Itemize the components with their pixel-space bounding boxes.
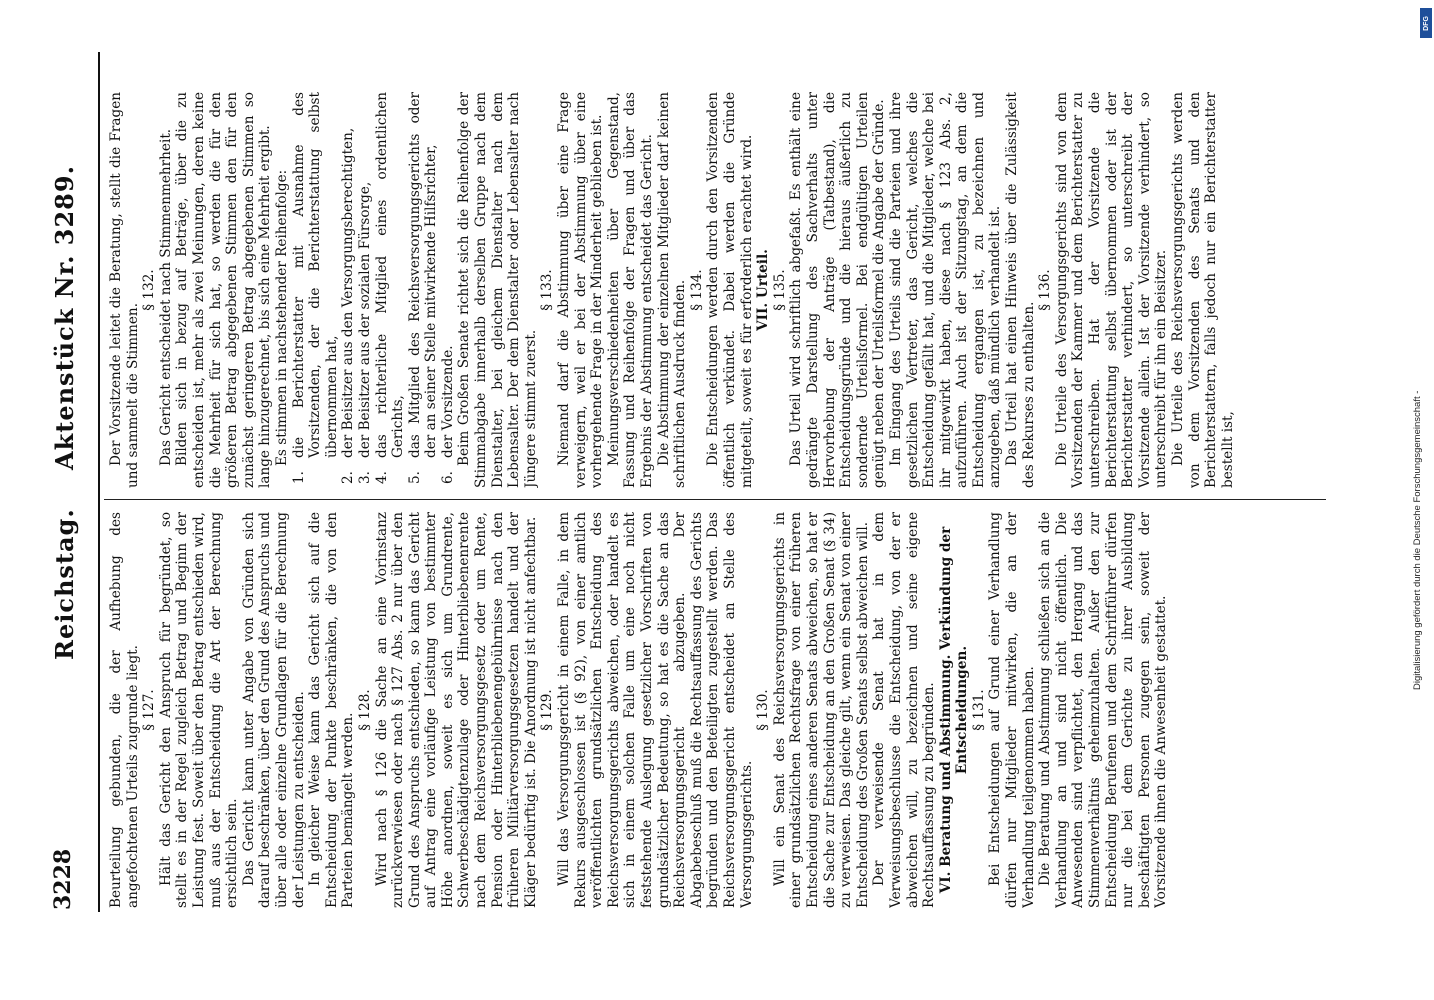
paragraph: Das Urteil wird schriftlich abgefaßt. Es enthält eine gedrängte Darstellung des Sachverhalts unter Hervorhebung der Anträge (Tatbestand), die Entscheidungsgründe und die hieraus äußerlich zu sondernde Urteilsformel. Bei endgültigen Urteilen genügt neben der Urteilsformel die Angabe der Gründe. xyxy=(788,92,888,488)
paragraph: Das Urteil hat einen Hinweis über die Zulässigkeit des Rekurses zu enthalten. xyxy=(1004,92,1037,488)
paragraph: Das Gericht kann unter Angabe von Gründen sich darauf beschränken, über den Grund des Anspruchs und über alle oder einzelne Grundlagen für die Berechnung der Leistungen zu entscheiden. xyxy=(240,512,307,908)
list-item-number: 1. xyxy=(290,471,307,484)
list-item-number: 5. xyxy=(406,471,423,484)
list-item xyxy=(340,92,357,484)
chapter-heading: VII. Urteil. xyxy=(755,249,772,331)
paragraph: Im Eingang des Urteils sind die Parteien und ihre gesetzlichen Vertreter, das Gericht, welches die Entscheidung gefällt hat, und die Mitglieder, welche bei ihr mitgewirkt haben, diese nach § 123 Abs. 2, aufzuführen. Auch ist der Sitzungstag, an dem die Entscheidung ergangen ist, zu bezeichnen und anzugeben, daß mündlich verhandelt ist. xyxy=(887,92,1004,488)
section-heading: § 128. xyxy=(356,689,373,731)
section-heading: § 133. xyxy=(539,269,556,311)
header-left-title: Reichstag. xyxy=(50,508,79,660)
digitization-credit: Digitalisierung gefördert durch die Deutsche Forschungsgemeinschaft - xyxy=(1412,390,1423,690)
page-header xyxy=(40,0,100,1000)
section-heading: § 130. xyxy=(755,689,772,731)
dfg-logo xyxy=(1420,8,1432,38)
chapter-heading: VI. Beratung und Abstimmung. Verkündung der Entscheidungen. xyxy=(937,526,971,894)
list-item-text: der Vorsitzende. xyxy=(439,345,456,458)
paragraph: Meinungsverschiedenheiten über Gegenstand, Fassung und Reihenfolge der Fragen und über das Ergebnis der Abstimmung entscheidet das Gericht. xyxy=(605,92,655,488)
list-item xyxy=(439,92,457,484)
paragraph: Das Gericht entscheidet nach Stimmenmehrheit. xyxy=(157,128,174,466)
section-heading: § 129. xyxy=(539,689,556,731)
header-right-title: Aktenstück Nr. 3289. xyxy=(50,165,79,470)
list-item xyxy=(373,92,407,484)
list-item-text: der Beisitzer aus den Versorgungsberechtigten, xyxy=(340,127,357,458)
section-heading: § 131. xyxy=(970,689,987,731)
list-item xyxy=(290,92,341,484)
list-item-text: das Mitglied des Reichsversorgungsgerichts oder der an seiner Stelle mitwirkende Hilfsrichter, xyxy=(406,92,440,458)
dfg-logo-text: DFG xyxy=(1422,15,1430,31)
list-item-number: 3. xyxy=(356,471,373,484)
paragraph: Die Beratung und Abstimmung schließen sich an die Verhandlung an und sind nicht öffentlich. Die Anwesenden sind verpflichtet, den Hergang und das Stimmenverhältnis geheimzuhalten. Außer den zur Entscheidung Berufenen und dem Schriftführer dürfen nur die bei dem Gerichte zu ihrer Ausbildung beschäftigten Personen zugegen sein, soweit der Vorsitzende ihnen die Anwesenheit gestattet. xyxy=(1037,512,1170,908)
paragraph: Will ein Senat des Reichsversorgungsgerichts in einer grundsätzlichen Rechtsfrage von einer früheren Entscheidung eines anderen Senats abweichen, so hat er die Sache zur Entscheidung an den Großen Senat (§ 34) zu verweisen. Das gleiche gilt, wenn ein Senat von einer Entscheidung des Großen Senats selbst abweichen will. xyxy=(771,512,871,908)
list-item-text: das richterliche Mitglied eines ordentlichen Gerichts, xyxy=(373,92,407,458)
paragraph: Hält das Gericht den Anspruch für begründet, so stellt es in der Regel zugleich Betrag und Beginn der Leistung fest. Soweit über den Betrag entschieden wird, muß aus der Entscheidung die Art der Berechnung ersichtlich sein. xyxy=(157,512,241,908)
numbered-list xyxy=(291,92,457,488)
list-item-number: 4. xyxy=(373,471,390,484)
paragraph: Die Urteile des Reichsversorgungsgerichts werden von dem Vorsitzenden des Senats und den Berichterstattern, falls jedoch nur ein Berichterstatter bestellt ist, xyxy=(1170,92,1236,488)
section-heading: § 135. xyxy=(771,269,788,311)
paragraph: Niemand darf die Abstimmung über eine Frage verweigern, weil er bei der Abstimmung über eine vorhergehende Frage in der Minderheit geblieben ist. xyxy=(556,92,606,488)
paragraph: Es stimmen in nachstehender Reihenfolge: xyxy=(273,169,290,466)
section-heading: § 127. xyxy=(141,689,158,731)
column-divider xyxy=(104,499,1326,500)
paragraph: In gleicher Weise kann das Gericht sich auf die Entscheidung der Punkte beschränken, die von den Parteien bemängelt werden. xyxy=(307,512,357,908)
list-item-number: 2. xyxy=(340,471,357,484)
section-heading: § 134. xyxy=(688,269,705,311)
paragraph: Bei Entscheidungen auf Grund einer Verhandlung dürfen nur Mitglieder mitwirken, die an der Verhandlung teilgenommen haben. xyxy=(987,512,1037,908)
paragraph: Beurteilung gebunden, die der Aufhebung des angefochtenen Urteils zugrunde liegt. xyxy=(108,512,141,908)
right-column xyxy=(108,92,1328,488)
page-number: 3228 xyxy=(50,848,76,910)
paragraph: Der verweisende Senat hat in dem Verweisungsbeschlusse die Entscheidung, von der er abweichen will, zu bezeichnen und seine eigene Rechtsauffassung zu begründen. xyxy=(871,512,938,908)
paragraph: Wird nach § 126 die Sache an eine Vorinstanz zurückverwiesen oder nach § 127 Abs. 2 nur über den Grund des Anspruchs entschieden, so kann das Gericht auf Antrag eine vorläufige Leistung von bestimmter Höhe anordnen, soweit es sich um Grundrente, Schwerbeschädigtenzulage oder Hinterbliebenenrente nach dem Reichsversorgungsgesetz oder um Rente, Pension oder Hinterbliebenengebührnisse nach den früheren Militärversorgungsgesetzen handelt und der Kläger bedürftig ist. Die Anordnung ist nicht anfechtbar. xyxy=(373,512,539,908)
list-item-text: die Berichterstatter mit Ausnahme des Vorsitzenden, der die Berichterstattung selbst übernommen hat, xyxy=(290,92,340,458)
section-heading: § 136. xyxy=(1037,269,1054,311)
paragraph: Die Entscheidungen werden durch den Vorsitzenden öffentlich verkündet. Dabei werden die Gründe mitgeteilt, soweit es für erforderlich erachtet wird. xyxy=(705,92,755,488)
list-item xyxy=(356,92,374,484)
paragraph: Die Urteile des Versorgungsgerichts sind von dem Vorsitzenden der Kammer und dem Berichterstatter zu unterschreiben. Hat der Vorsitzende die Berichterstattung selbst übernommen oder ist der Berichterstatter verhindert, so unterschreibt der Vorsitzende allein. Ist der Vorsitzende verhindert, so unterschreibt für ihn ein Beisitzer. xyxy=(1053,92,1170,488)
paragraph: Beim Großen Senate richtet sich die Reihenfolge der Stimmabgabe innerhalb derselben Gruppe nach dem Dienstalter, bei gleichem Dienstalter nach dem Lebensalter. Der dem Dienstalter oder Lebensalter nach Jüngere stimmt zuerst. xyxy=(456,92,539,488)
paragraph: Der Vorsitzende leitet die Beratung, stellt die Fragen und sammelt die Stimmen. xyxy=(108,92,141,488)
list-item-number: 6. xyxy=(439,471,456,484)
paragraph: Bilden sich in bezug auf Beträge, über die zu entscheiden ist, mehr als zwei Meinungen, deren keine die Mehrheit für sich hat, so werden die für den größeren Betrag abgegebenen Stimmen den für den zunächst geringeren Betrag abgegebenen Stimmen so lange hinzugerechnet, bis sich eine Mehrheit ergibt. xyxy=(174,92,274,488)
list-item xyxy=(406,92,440,484)
section-heading: § 132. xyxy=(141,269,158,311)
header-rule xyxy=(98,52,100,912)
paragraph: Will das Versorgungsgericht in einem Falle, in dem Rekurs ausgeschlossen ist (§ 92), von einer amtlich veröffentlichten grundsätzlichen Entscheidung des Reichsversorgungsgerichts abweichen, oder handelt es sich in einem solchen Falle um eine noch nicht feststehende Auslegung gesetzlicher Vorschriften von grundsätzlicher Bedeutung, so hat es die Sache an das Reichsversorgungsgericht abzugeben. Der Abgabebeschluß muß die Rechtsauffassung des Gerichts begründen und den Beteiligten zugestellt werden. Das Reichsversorgungsgericht entscheidet an Stelle des Versorgungsgerichts. xyxy=(556,512,755,908)
paragraph: Die Abstimmung der einzelnen Mitglieder darf keinen schriftlichen Ausdruck finden. xyxy=(655,92,689,488)
left-column xyxy=(108,512,1328,908)
list-item-text: der Beisitzer aus der sozialen Fürsorge, xyxy=(356,181,373,458)
